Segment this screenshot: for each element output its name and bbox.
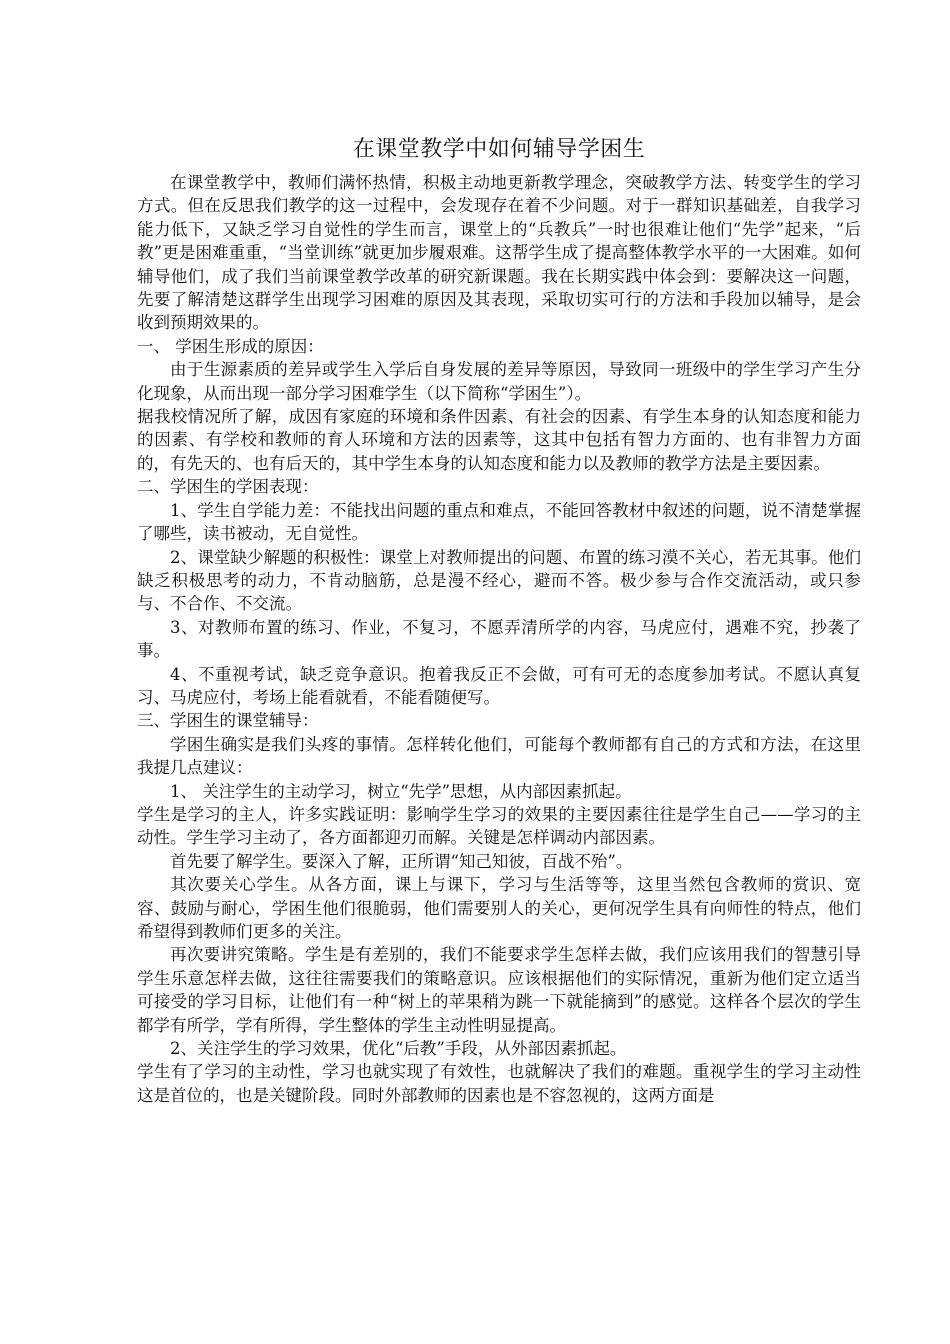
paragraph: 学生是学习的主人，许多实践证明：影响学生学习的效果的主要因素往往是学生自己——学习的主动性。学生学习主动了，各方面都迎刃而解。关键是怎样调动内部因素。 bbox=[137, 804, 861, 848]
paragraph: 由于生源素质的差异或学生入学后自身发展的差异等原因，导致同一班级中的学生学习产生分化现象，从而出现一部分学习困难学生（以下简称“学困生”）。 bbox=[137, 360, 861, 403]
paragraph: 3、对教师布置的练习、作业，不复习，不愿弄清所学的内容，马虎应付，遇难不究，抄袭了事。 bbox=[137, 617, 861, 661]
paragraph: 学生有了学习的主动性，学习也就实现了有效性，也就解决了我们的难题。重视学生的学习主动性这是首位的，也是关键阶段。同时外部教师的因素也是不容忽视的，这两方面是 bbox=[137, 1062, 861, 1105]
paragraph: 其次要关心学生。从各方面，课上与课下，学习与生活等等，这里当然包含教师的赏识、宽容、鼓励与耐心，学困生他们很脆弱，他们需要别人的关心，更何况学生具有向师性的特点，他们希望得到教师们更多的关注。 bbox=[137, 875, 861, 941]
paragraph: 学困生确实是我们头疼的事情。怎样转化他们，可能每个教师都有自己的方式和方法，在这里我提几点建议： bbox=[137, 734, 861, 778]
document-body bbox=[137, 171, 861, 1107]
paragraph: 三、学困生的课堂辅导： bbox=[137, 711, 319, 731]
paragraph: 一、 学困生形成的原因： bbox=[137, 336, 324, 356]
paragraph: 2、关注学生的学习效果，优化“后教”手段，从外部因素抓起。 bbox=[170, 1039, 627, 1059]
paragraph: 2、课堂缺少解题的积极性：课堂上对教师提出的问题、布置的练习漠不关心，若无其事。他们缺乏积极思考的动力，不肯动脑筋，总是漫不经心，避而不答。极少参与合作交流活动，或只参与、不合作、不交流。 bbox=[137, 547, 861, 614]
paragraph: 在课堂教学中，教师们满怀热情，积极主动地更新教学理念，突破教学方法、转变学生的学习方式。但在反思我们教学的这一过程中，会发现存在着不少问题。对于一群知识基础差，自我学习能力低下，又缺乏学习自觉性的学生而言，课堂上的“兵教兵”一时也很难让他们“先学”起来，“后教”更是困难重重，“当堂训练”就更加步履艰难。这帮学生成了提高整体教学水平的一大困难。如何辅导他们，成了我们当前课堂教学改革的研究新课题。我在长期实践中体会到：要解决这一问题，先要了解清楚这群学生出现学习困难的原因及其表现，采取切实可行的方法和手段加以辅导，是会收到预期效果的。 bbox=[137, 173, 861, 333]
paragraph: 1、 关注学生的主动学习，树立“先学”思想，从内部因素抓起。 bbox=[170, 781, 632, 801]
paragraph: 再次要讲究策略。学生是有差别的，我们不能要求学生怎样去做，我们应该用我们的智慧引导学生乐意怎样去做，这往往需要我们的策略意识。应该根据他们的实际情况，重新为他们定立适当可接受的学习目标，让他们有一种“树上的苹果稍为跳一下就能摘到”的感觉。这样各个层次的学生都学有所学，学有所得，学生整体的学生主动性明显提高。 bbox=[137, 945, 861, 1035]
paragraph: 据我校情况所了解，成因有家庭的环境和条件因素、有社会的因素、有学生本身的认知态度和能力的因素、有学校和教师的育人环境和方法的因素等，这其中包括有智力方面的、也有非智力方面的，有先天的、也有后天的，其中学生本身的认知态度和能力以及教师的教学方法是主要因素。 bbox=[137, 407, 861, 473]
paragraph: 首先要了解学生。要深入了解，正所谓“知己知彼，百战不殆”。 bbox=[170, 851, 633, 871]
paragraph: 4、不重视考试，缺乏竞争意识。抱着我反正不会做，可有可无的态度参加考试。不愿认真复习、马虎应付，考场上能看就看，不能看随便写。 bbox=[137, 664, 861, 707]
paragraph: 二、学困生的学困表现： bbox=[137, 477, 319, 497]
document-title: 在课堂教学中如何辅导学困生 bbox=[352, 137, 646, 162]
paragraph: 1、学生自学能力差：不能找出问题的重点和难点，不能回答教材中叙述的问题，说不清楚掌握了哪些，读书被动，无自觉性。 bbox=[137, 500, 861, 544]
document-page bbox=[137, 133, 861, 1107]
